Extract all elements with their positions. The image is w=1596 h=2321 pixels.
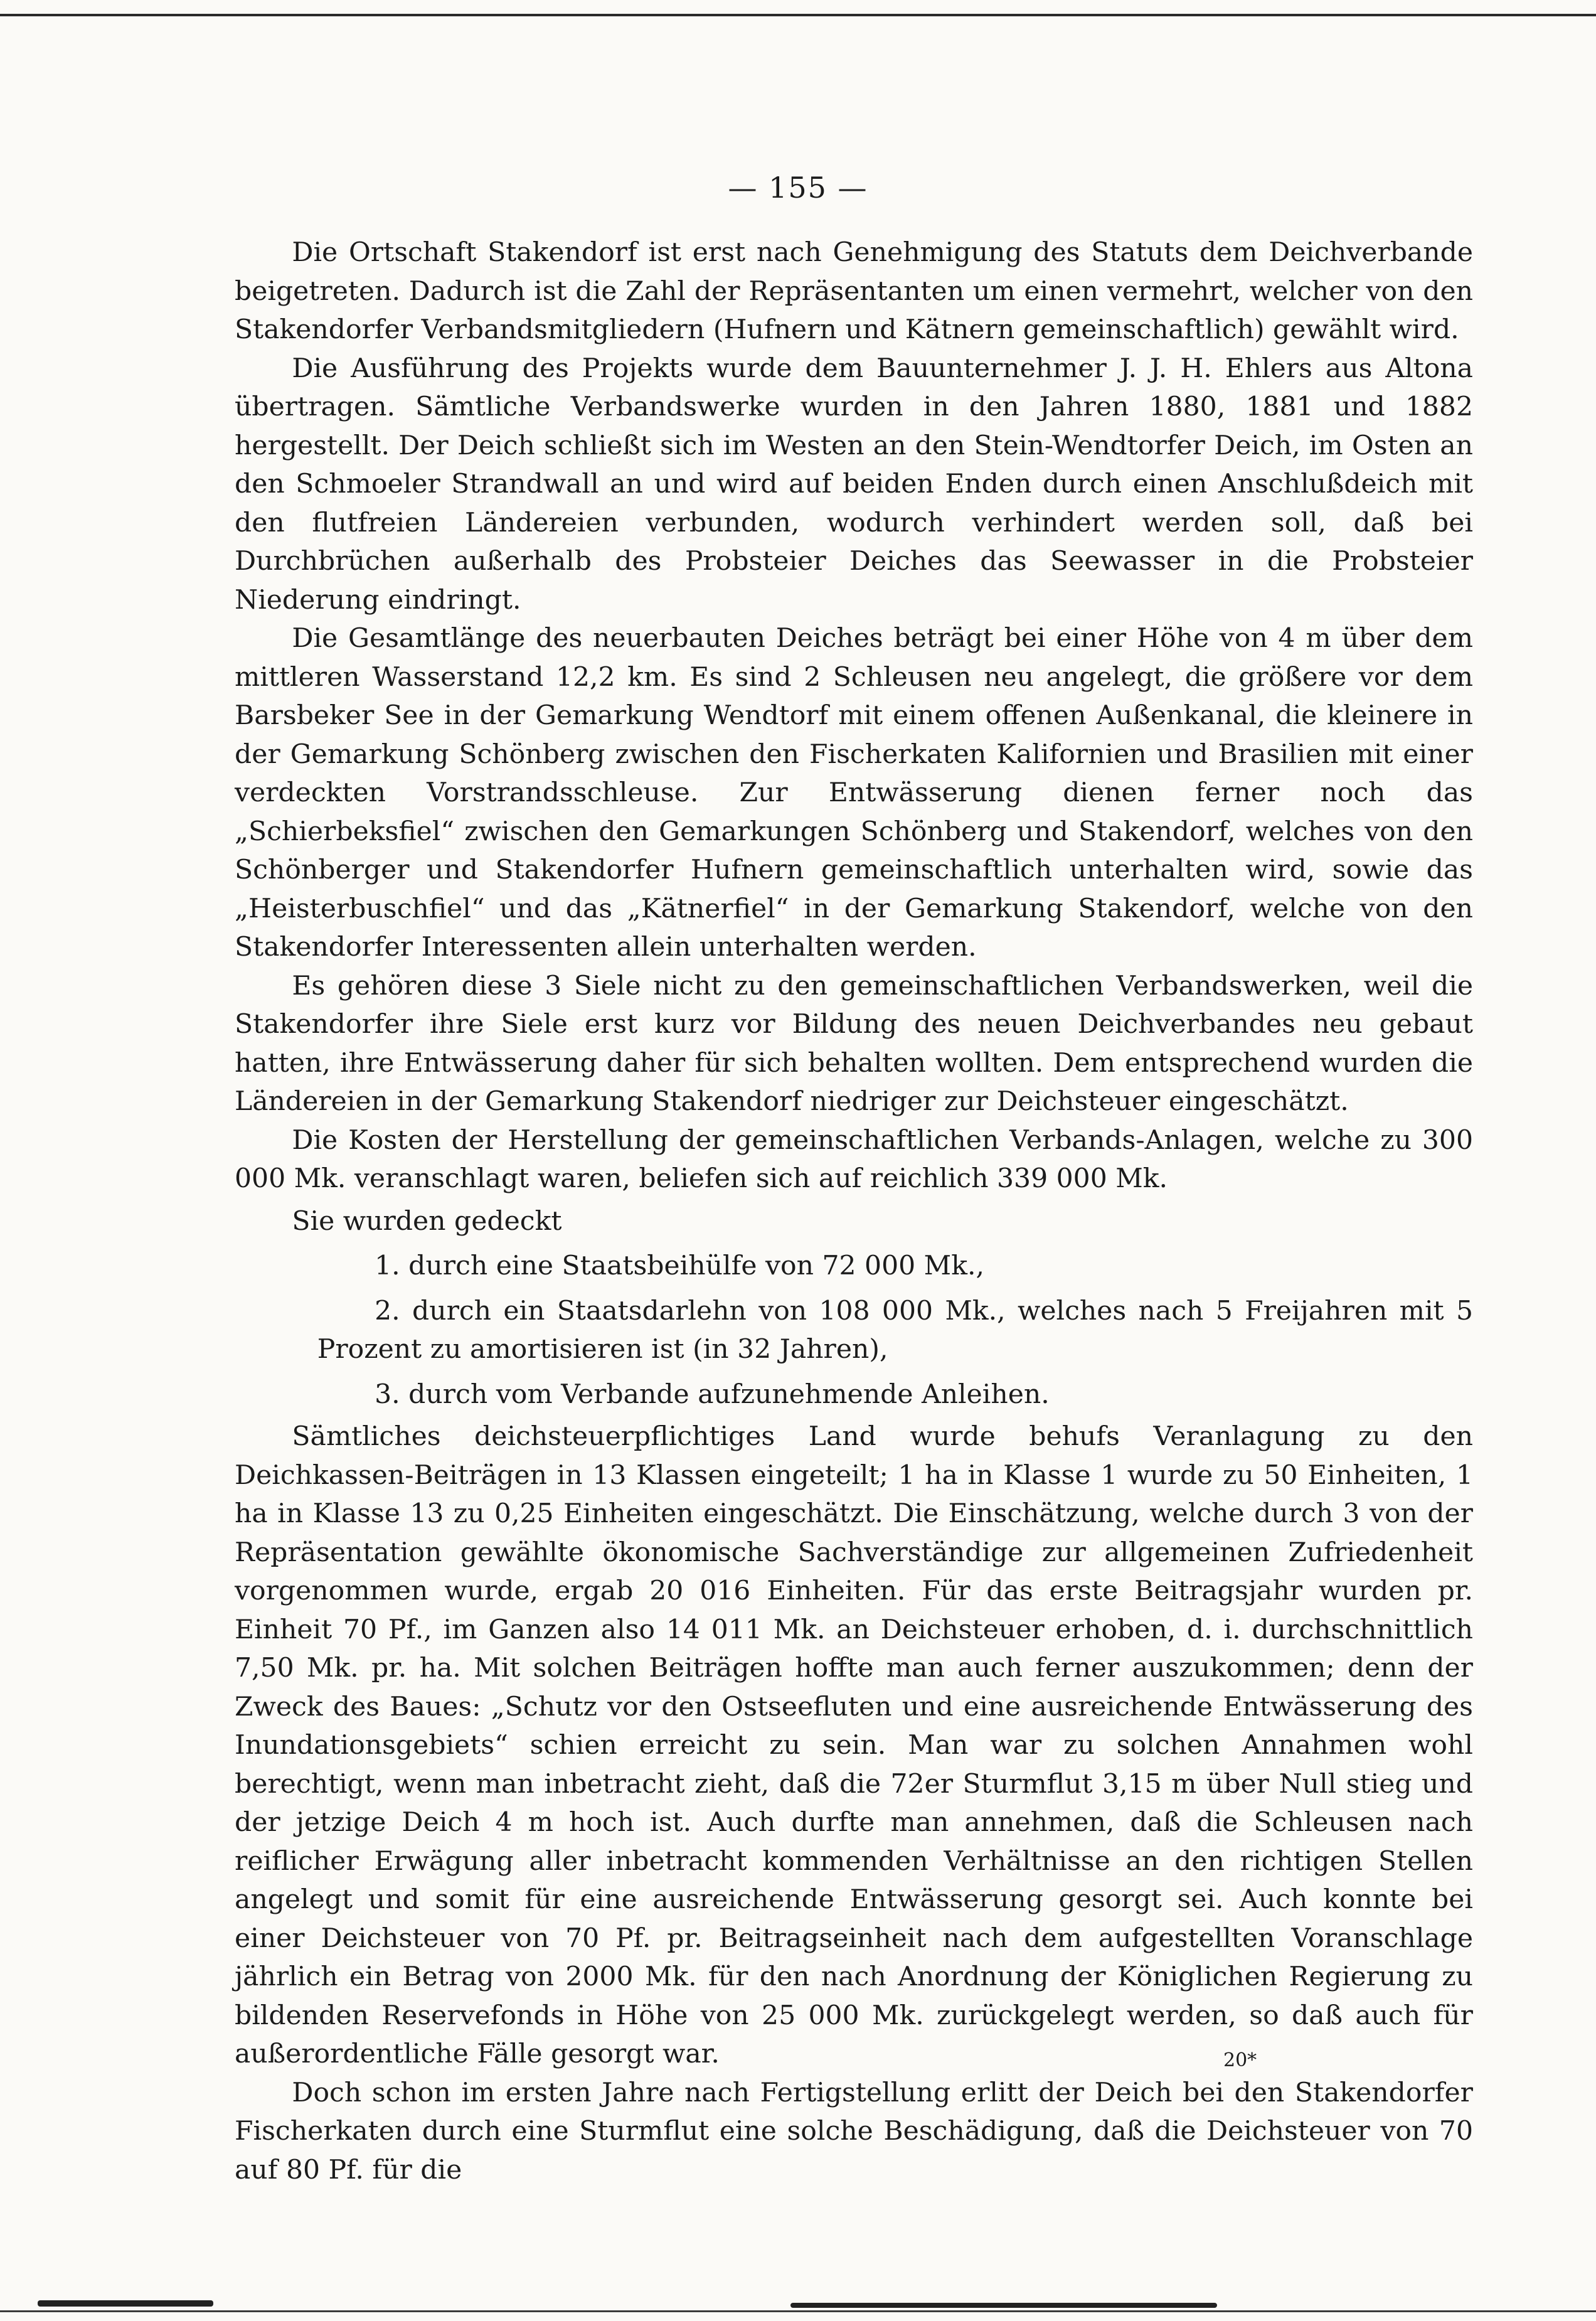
paragraph: Es gehören diese 3 Siele nicht zu den gemeinschaftlichen Verbandswerken, weil die Stakendorfer ihre Siele erst kurz vor Bildung des neuen Deichverbandes neu gebaut hatten, ihre Entwässerung daher für sich behalten wollten. Dem entsprechend wurden die Ländereien in der Gemarkung Stakendorf niedriger zur Deichsteuer eingeschätzt. — [235, 970, 1473, 1117]
scan-mark — [790, 2303, 1217, 2308]
list-item: 3. durch vom Verbande aufzunehmende Anleihen. — [375, 1379, 1050, 1410]
page-number: — 155 — — [728, 171, 868, 205]
signature-mark: 20* — [1223, 2049, 1257, 2071]
paragraph: Die Ortschaft Stakendorf ist erst nach Genehmigung des Statuts dem Deichverbande beigetreten. Dadurch ist die Zahl der Repräsentanten um einen vermehrt, welcher von den Stakendorfer Verbandsmitgliedern (Hufnern und Kätnern gemeinschaftlich) gewählt wird. — [235, 237, 1473, 345]
list-item: 2. durch ein Staatsdarlehn von 108 000 Mk., welches nach 5 Freijahren mit 5 Prozent zu amortisieren ist (in 32 Jahren), — [317, 1295, 1473, 1365]
paragraph: Die Kosten der Herstellung der gemeinschaftlichen Verbands-Anlagen, welche zu 300 000 Mk. veranschlagt waren, beliefen sich auf reichlich 339 000 Mk. — [235, 1124, 1473, 1194]
list-item: 1. durch eine Staatsbeihülfe von 72 000 Mk., — [375, 1251, 984, 1281]
paragraph: Die Ausführung des Projekts wurde dem Bauunternehmer J. J. H. Ehlers aus Altona übertragen. Sämtliche Verbandswerke wurden in den Jahren 1880, 1881 und 1882 hergestellt. Der Deich schließt sich im Westen an den Stein-Wendtorfer Deich, im Osten an den Schmoeler Strandwall an und wird auf beiden Enden durch einen Anschlußdeich mit den flutfreien Ländereien verbunden, wodurch verhindert werden soll, daß bei Durchbrüchen außerhalb des Probsteier Deiches das Seewasser in die Probsteier Niederung eindringt. — [235, 353, 1473, 616]
scan-mark — [38, 2300, 213, 2307]
page-body — [235, 233, 1473, 2189]
paragraph: Die Gesamtlänge des neuerbauten Deiches beträgt bei einer Höhe von 4 m über dem mittleren Wasserstand 12,2 km. Es sind 2 Schleusen neu angelegt, die größere vor dem Barsbeker See in der Gemarkung Wendtorf mit einem offenen Außenkanal, die kleinere in der Gemarkung Schönberg zwischen den Fischerkaten Kalifornien und Brasilien mit einer verdeckten Vorstrandsschleuse. Zur Entwässerung dienen ferner noch das „Schierbeksfiel“ zwischen den Gemarkungen Schönberg und Stakendorf, welches von den Schönberger und Stakendorfer Hufnern gemeinschaftlich unterhalten wird, sowie das „Heisterbuschfiel“ und das „Kätnerfiel“ in der Gemarkung Stakendorf, welche von den Stakendorfer Interessenten allein unterhalten werden. — [235, 623, 1473, 963]
paragraph: Doch schon im ersten Jahre nach Fertigstellung erlitt der Deich bei den Stakendorfer Fischerkaten durch eine Sturmflut eine solche Beschädigung, daß die Deichsteuer von 70 auf 80 Pf. für die — [235, 2077, 1473, 2185]
scan-edge-top — [0, 14, 1596, 16]
paragraph: Sämtliches deichsteuerpflichtiges Land wurde behufs Veranlagung zu den Deichkassen-Beiträgen in 13 Klassen eingeteilt; 1 ha in Klasse 1 wurde zu 50 Einheiten, 1 ha in Klasse 13 zu 0,25 Einheiten eingeschätzt. Die Einschätzung, welche durch 3 von der Repräsentation gewählte ökonomische Sachverständige zur allgemeinen Zufriedenheit vorgenommen wurde, ergab 20 016 Einheiten. Für das erste Beitragsjahr wurden pr. Einheit 70 Pf., im Ganzen also 14 011 Mk. an Deichsteuer erhoben, d. i. durchschnittlich 7,50 Mk. pr. ha. Mit solchen Beiträgen hoffte man auch ferner auszukommen; denn der Zweck des Baues: „Schutz vor den Ostseefluten und eine ausreichende Entwässerung des Inundationsgebiets“ schien erreicht zu sein. Man war zu solchen Annahmen wohl berechtigt, wenn man inbetracht zieht, daß die 72er Sturmflut 3,15 m über Null stieg und der jetzige Deich 4 m hoch ist. Auch durfte man annehmen, daß die Schleusen nach reiflicher Erwägung aller inbetracht kommenden Verhältnisse an den richtigen Stellen angelegt und somit für eine ausreichende Entwässerung gesorgt sei. Auch konnte bei einer Deichsteuer von 70 Pf. pr. Beitragseinheit nach dem aufgestellten Voranschlage jährlich ein Betrag von 2000 Mk. für den nach Anordnung der Königlichen Regierung zu bildenden Reservefonds in Höhe von 25 000 Mk. zurückgelegt werden, so daß auch für außerordentliche Fälle gesorgt war. — [235, 1421, 1473, 2069]
list-intro: Sie wurden gedeckt — [292, 1205, 562, 1237]
scan-edge-bottom — [0, 2310, 1596, 2312]
